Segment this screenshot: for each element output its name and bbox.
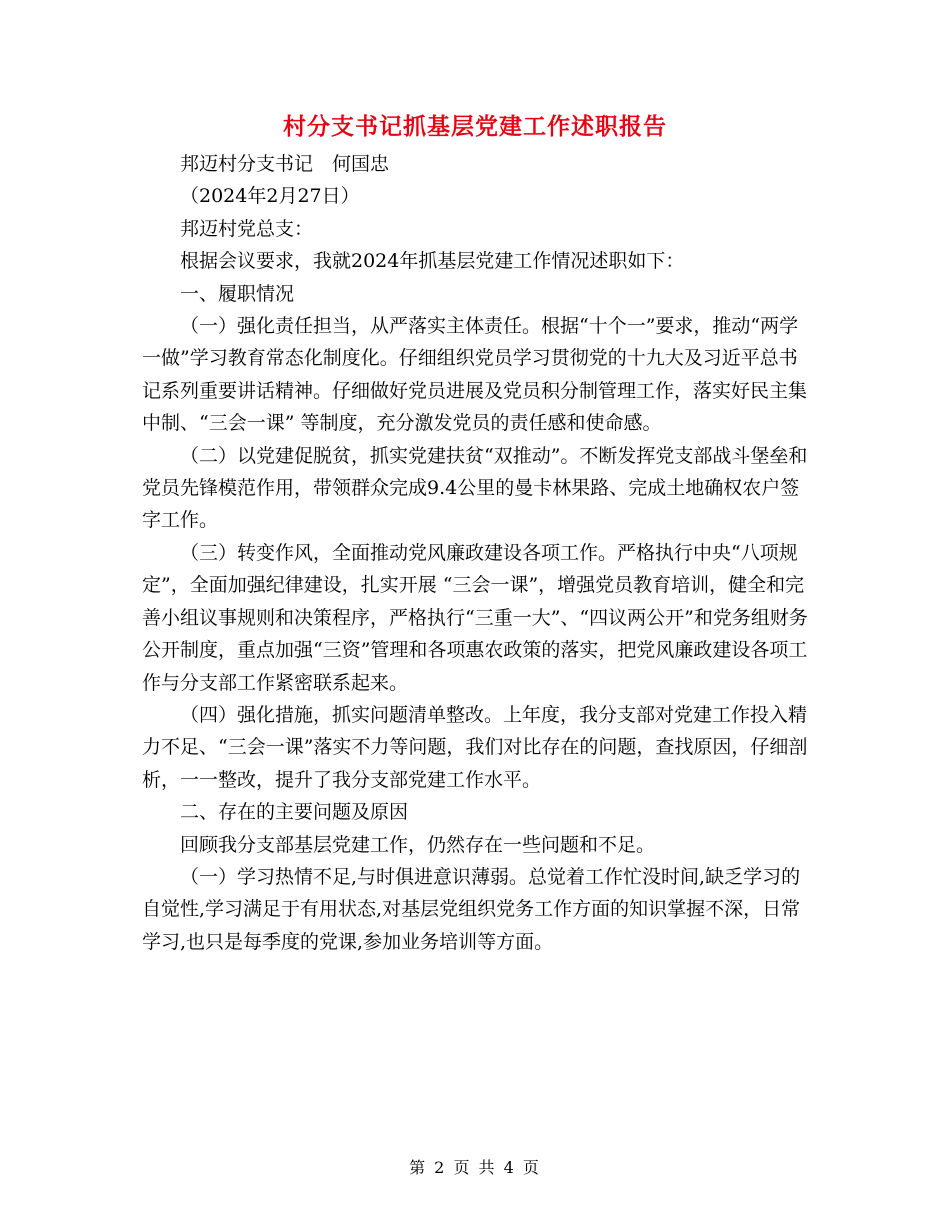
page-number: 第 2 页 共 4 页 xyxy=(409,1158,541,1177)
paragraph-1-2: （二）以党建促脱贫，抓实党建扶贫“双推动”。不断发挥党支部战斗堡垒和党员先锋模范作用，带领群众完成9.4公里的曼卡林果路、完成土地确权农户签字工作。 xyxy=(142,444,808,532)
paragraph-1-3: （三）转变作风，全面推动党风廉政建设各项工作。严格执行中央“八项规定”，全面加强纪律建设，扎实开展 “三会一课”，增强党员教育培训，健全和完善小组议事规则和决策程序，严格执行“三重一大”、“四议两公开”和党务组财务公开制度，重点加强“三资”管理和各项惠农政策的落实，把党风廉政建设各项工作与分支部工作紧密联系起来。 xyxy=(142,541,808,694)
document-title: 村分支书记抓基层党建工作述职报告 xyxy=(283,113,667,140)
author-line: 邦迈村分支书记 何国忠 xyxy=(180,153,390,175)
paragraph-intro: 根据会议要求，我就2024年抓基层党建工作情况述职如下： xyxy=(180,250,685,273)
paragraph-2-1: （一）学习热情不足,与时俱进意识薄弱。总觉着工作忙没时间,缺乏学习的自觉性,学习满足于有用状态,对基层党组织党务工作方面的知识掌握不深，日常学习,也只是每季度的党课,参加业务培训等方面。 xyxy=(142,865,801,953)
section-heading-2: 二、存在的主要问题及原因 xyxy=(180,801,409,824)
section-heading-1: 一、履职情况 xyxy=(180,282,295,305)
paragraph-1-4: （四）强化措施，抓实问题清单整改。上年度，我分支部对党建工作投入精力不足、“三会一课”落实不力等问题，我们对比存在的问题，查找原因，仔细剖析，一一整改，提升了我分支部党建工作水平。 xyxy=(142,703,808,791)
paragraph-2-intro: 回顾我分支部基层党建工作，仍然存在一些问题和不足。 xyxy=(180,833,656,856)
date-line: （2024年2月27日） xyxy=(180,185,360,208)
salutation: 邦迈村党总支： xyxy=(180,217,314,240)
paragraph-1-1: （一）强化责任担当，从严落实主体责任。根据“十个一”要求，推动“两学一做”学习教育常态化制度化。仔细组织党员学习贯彻党的十九大及习近平总书记系列重要讲话精神。仔细做好党员进展及党员积分制管理工作，落实好民主集中制、“三会一课” 等制度，充分激发党员的责任感和使命感。 xyxy=(142,315,808,435)
document-body xyxy=(142,148,810,958)
